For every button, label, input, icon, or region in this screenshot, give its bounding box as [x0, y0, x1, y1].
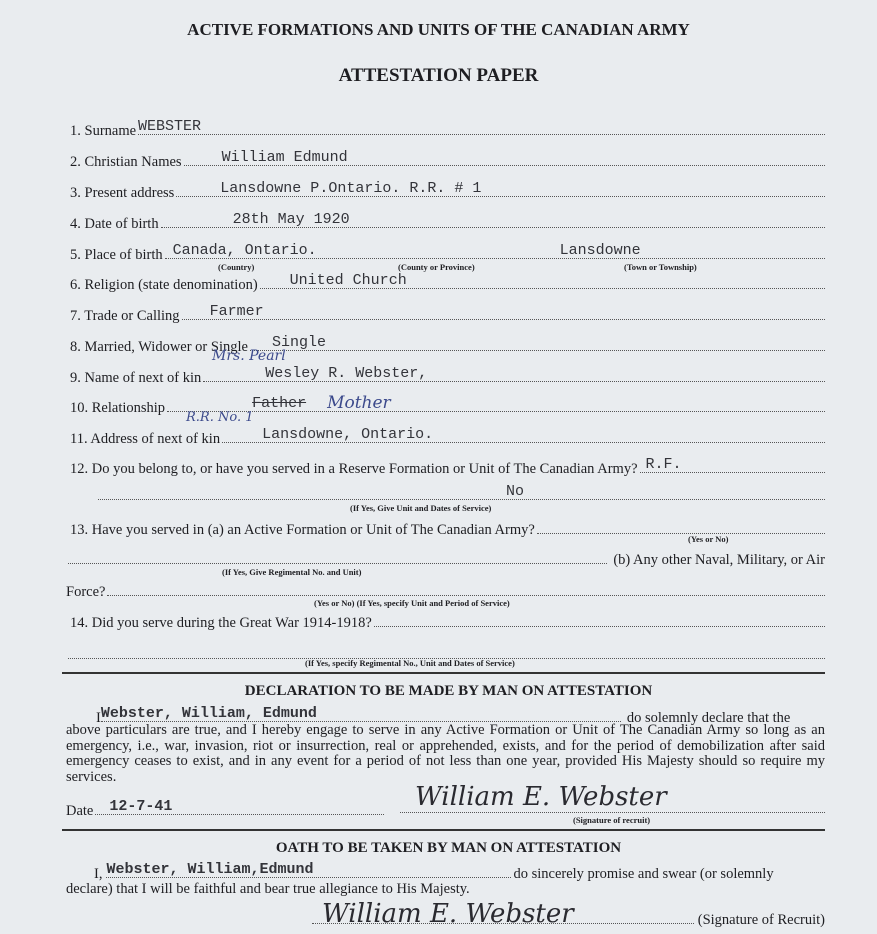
divider [62, 829, 825, 831]
field-label: 9. Name of next of kin [70, 370, 202, 386]
field-religion [70, 274, 825, 294]
oath-text: do sincerely promise and swear (or solemnly [513, 866, 774, 882]
declaration-heading: DECLARATION TO BE MADE BY MAN ON ATTESTATION [244, 683, 653, 699]
oath-heading: OATH TO BE TAKEN BY MAN ON ATTESTATION [275, 840, 622, 856]
document-subtitle: ATTESTATION PAPER [338, 65, 539, 86]
field-next-of-kin-address [70, 428, 825, 448]
field-label: 4. Date of birth [70, 216, 159, 232]
recruit-signature: William E. Webster [415, 782, 667, 812]
field-label: 5. Place of birth [70, 247, 163, 263]
oath-body: declare) that I will be faithful and bear true allegiance to His Majesty. [66, 881, 470, 897]
handwritten-correction: Mother [327, 393, 391, 413]
field-value: Lansdowne P.Ontario. R.R. # 1 [220, 180, 482, 197]
declaration-name: Webster, William, Edmund [100, 705, 317, 722]
question-12 [70, 458, 825, 478]
field-marital-status [70, 336, 825, 356]
handwritten-correction: Mrs. Pearl [212, 348, 286, 364]
field-value: Lansdowne, Ontario. [262, 426, 434, 443]
field-label: 2. Christian Names [70, 154, 182, 170]
note-country: (Country) [218, 262, 255, 272]
question-value: No [506, 483, 525, 500]
question-14 [70, 612, 825, 632]
field-next-of-kin [70, 367, 825, 387]
note: (If Yes, Give Unit and Dates of Service) [350, 503, 492, 513]
question-14-detail [66, 644, 825, 659]
field-value: Single [271, 334, 326, 351]
divider [62, 672, 825, 674]
oath-signature-line [310, 899, 825, 929]
field-value: Father [252, 395, 307, 412]
field-value: Canada, Ontario. [172, 242, 317, 259]
question-12-detail [96, 485, 825, 500]
note: (Signature of recruit) [573, 815, 651, 825]
field-value: WEBSTER [138, 118, 202, 135]
oath-name-line [94, 863, 825, 883]
field-value: Wesley R. Webster, [265, 365, 428, 382]
handwritten-correction: R.R. No. 1 [186, 410, 254, 425]
field-present-address [70, 182, 825, 202]
date-value: 12-7-41 [109, 798, 173, 815]
oath-name: Webster, William,Edmund [106, 861, 314, 878]
field-place-of-birth [70, 244, 825, 264]
field-label: 1. Surname [70, 123, 137, 139]
field-value: United Church [289, 272, 407, 289]
field-value: Farmer [209, 303, 264, 320]
question-label: 14. Did you serve during the Great War 1914-1918? [70, 615, 372, 631]
oath-prefix: I, [94, 866, 103, 882]
field-label: 10. Relationship [70, 400, 166, 416]
declaration-body: above particulars are true, and I hereby engage to serve in any Active Formation or Unit of The Canadian Army so long as an emergency, i.e., war, invasion, riot or insurrection, real or apprehended, exists, and for the period of demobilization after said emergency ceases to exist, and in any event for a period of not less than one year, provided His Majesty should so require my services. [66, 722, 825, 785]
field-value: 28th May 1920 [232, 211, 350, 228]
field-surname [70, 120, 825, 140]
field-relationship [70, 393, 825, 417]
field-label: 11. Address of next of kin [70, 431, 221, 447]
note: (Yes or No) [688, 534, 729, 544]
declaration-text: do solemnly declare that the [626, 710, 791, 726]
note-town: (Town or Township) [624, 262, 697, 272]
field-value: William Edmund [221, 149, 348, 166]
note: (Yes or No) (If Yes, specify Unit and Period of Service) [314, 598, 510, 608]
note: (If Yes, Give Regimental No. and Unit) [222, 567, 362, 577]
signature-line [400, 812, 825, 813]
declaration-prefix: I [96, 710, 101, 726]
document-title: ACTIVE FORMATIONS AND UNITS OF THE CANADIAN ARMY [187, 20, 690, 39]
question-label: (b) Any other Naval, Military, or Air [613, 552, 825, 568]
date-label: Date [66, 803, 94, 819]
field-date-of-birth [70, 213, 825, 233]
declaration-date [66, 800, 384, 820]
field-label: 8. Married, Widower or Single [70, 339, 248, 355]
question-label: Force? [66, 584, 106, 600]
signature-note: (Signature of Recruit) [697, 912, 825, 928]
field-value-town: Lansdowne [559, 242, 641, 259]
question-label: 12. Do you belong to, or have you served in a Reserve Formation or Unit of The Canadian Army? [70, 461, 638, 477]
note-county: (County or Province) [398, 262, 475, 272]
oath-signature: William E. Webster [322, 899, 574, 929]
question-label: 13. Have you served in (a) an Active Formation or Unit of The Canadian Army? [70, 522, 535, 538]
note: (If Yes, specify Regimental No., Unit and Dates of Service) [305, 658, 515, 668]
question-13b [66, 549, 825, 569]
field-christian-names [70, 151, 825, 171]
field-label: 3. Present address [70, 185, 175, 201]
field-label: 6. Religion (state denomination) [70, 277, 258, 293]
field-trade [70, 305, 825, 325]
field-label: 7. Trade or Calling [70, 308, 180, 324]
question-value: R.F. [645, 456, 682, 473]
